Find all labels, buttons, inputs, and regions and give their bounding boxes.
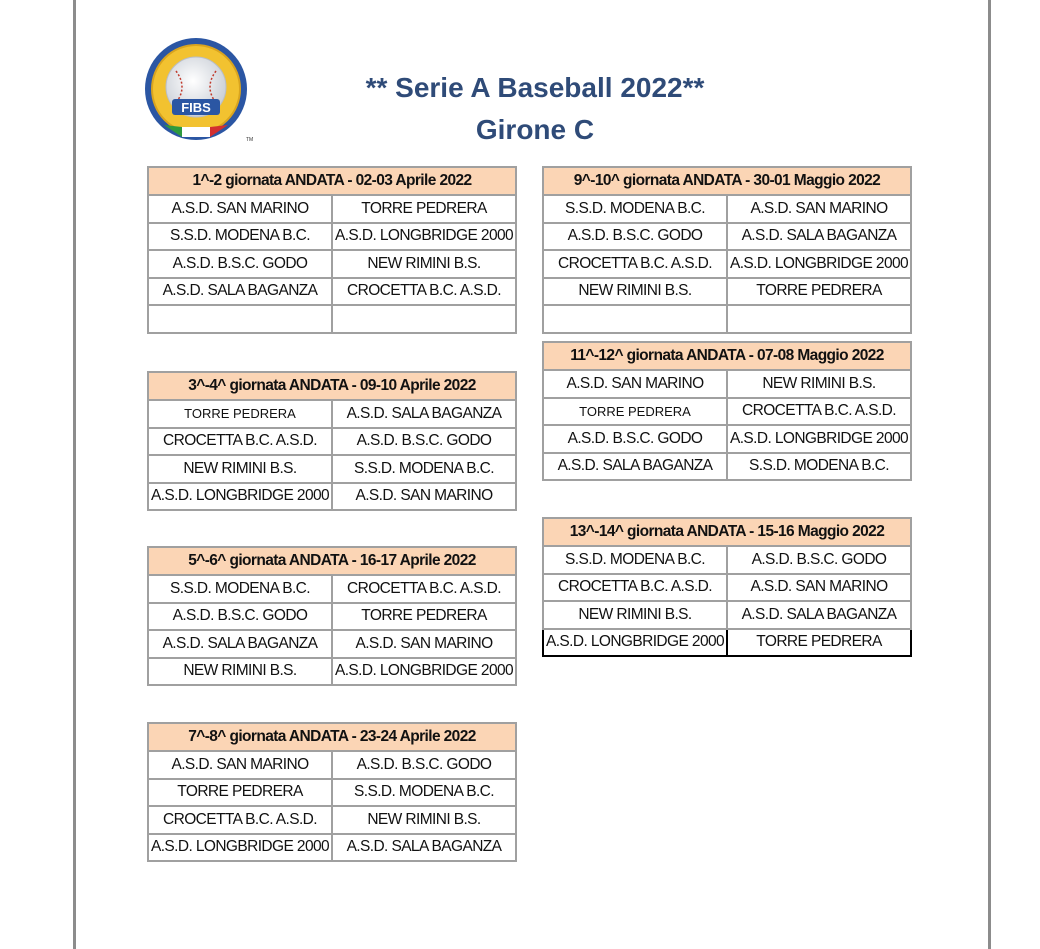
round-title: 13^-14^ giornata ANDATA - 15-16 Maggio 2022 [543, 518, 911, 546]
home-team: S.S.D. MODENA B.C. [148, 575, 332, 603]
away-team: A.S.D. SALA BAGANZA [727, 601, 911, 629]
home-team: TORRE PEDRERA [148, 400, 332, 428]
table-row [148, 751, 516, 779]
round-block-7 [542, 517, 912, 657]
home-team: A.S.D. LONGBRIDGE 2000 [148, 834, 332, 862]
table-row [543, 223, 911, 251]
away-team: A.S.D. LONGBRIDGE 2000 [332, 658, 516, 686]
away-team: A.S.D. LONGBRIDGE 2000 [727, 250, 911, 278]
away-team: S.S.D. MODENA B.C. [727, 453, 911, 481]
away-team: A.S.D. SAN MARINO [727, 195, 911, 223]
away-team: A.S.D. SAN MARINO [332, 630, 516, 658]
table-row [148, 658, 516, 686]
table-row [543, 278, 911, 306]
table-row [543, 250, 911, 278]
home-team: A.S.D. SAN MARINO [148, 195, 332, 223]
home-team: A.S.D. SALA BAGANZA [148, 630, 332, 658]
away-team: CROCETTA B.C. A.S.D. [332, 575, 516, 603]
table-row [543, 195, 911, 223]
home-team: CROCETTA B.C. A.S.D. [543, 574, 727, 602]
logo-text: FIBS [181, 100, 211, 115]
away-team: NEW RIMINI B.S. [332, 806, 516, 834]
home-team: A.S.D. SAN MARINO [148, 751, 332, 779]
away-team: TORRE PEDRERA [332, 195, 516, 223]
fibs-logo [142, 37, 254, 145]
home-team: S.S.D. MODENA B.C. [543, 546, 727, 574]
away-team: A.S.D. SAN MARINO [727, 574, 911, 602]
away-team: A.S.D. SAN MARINO [332, 483, 516, 511]
away-team [727, 305, 911, 333]
away-team: NEW RIMINI B.S. [332, 250, 516, 278]
table-row [543, 629, 911, 657]
round-title: 11^-12^ giornata ANDATA - 07-08 Maggio 2022 [543, 342, 911, 370]
home-team: TORRE PEDRERA [543, 398, 727, 426]
round-title: 5^-6^ giornata ANDATA - 16-17 Aprile 2022 [148, 547, 516, 575]
table-row [148, 223, 516, 251]
table-row [148, 779, 516, 807]
round-title: 9^-10^ giornata ANDATA - 30-01 Maggio 2022 [543, 167, 911, 195]
away-team: A.S.D. LONGBRIDGE 2000 [727, 425, 911, 453]
away-team: S.S.D. MODENA B.C. [332, 455, 516, 483]
page-subtitle: Girone C [475, 114, 595, 145]
round-title: 3^-4^ giornata ANDATA - 09-10 Aprile 2022 [148, 372, 516, 400]
logo-tm: TM [246, 137, 254, 143]
away-team: TORRE PEDRERA [332, 603, 516, 631]
home-team: TORRE PEDRERA [148, 779, 332, 807]
home-team: A.S.D. SAN MARINO [543, 370, 727, 398]
table-row [148, 603, 516, 631]
table-row [543, 425, 911, 453]
table-row [543, 546, 911, 574]
table-row [543, 574, 911, 602]
round-title: 7^-8^ giornata ANDATA - 23-24 Aprile 2022 [148, 723, 516, 751]
home-team: S.S.D. MODENA B.C. [148, 223, 332, 251]
table-row [148, 806, 516, 834]
home-team: CROCETTA B.C. A.S.D. [543, 250, 727, 278]
away-team [332, 305, 516, 333]
home-team: S.S.D. MODENA B.C. [543, 195, 727, 223]
table-row [148, 455, 516, 483]
away-team: CROCETTA B.C. A.S.D. [332, 278, 516, 306]
home-team: A.S.D. SALA BAGANZA [543, 453, 727, 481]
home-team [543, 305, 727, 333]
table-row [543, 370, 911, 398]
round-block-6 [542, 341, 912, 481]
home-team [148, 305, 332, 333]
away-team: A.S.D. SALA BAGANZA [727, 223, 911, 251]
table-row [543, 305, 911, 333]
away-team: A.S.D. B.S.C. GODO [727, 546, 911, 574]
table-row [148, 195, 516, 223]
round-title: 1^-2 giornata ANDATA - 02-03 Aprile 2022 [148, 167, 516, 195]
page-border-right [988, 0, 991, 949]
home-team: A.S.D. SALA BAGANZA [148, 278, 332, 306]
away-team: TORRE PEDRERA [727, 629, 911, 657]
away-team: A.S.D. LONGBRIDGE 2000 [332, 223, 516, 251]
round-block-2 [147, 371, 517, 511]
home-team: NEW RIMINI B.S. [148, 658, 332, 686]
home-team: CROCETTA B.C. A.S.D. [148, 428, 332, 456]
home-team: A.S.D. LONGBRIDGE 2000 [148, 483, 332, 511]
round-block-4 [147, 722, 517, 862]
table-row [148, 483, 516, 511]
home-team: NEW RIMINI B.S. [543, 601, 727, 629]
home-team: A.S.D. B.S.C. GODO [148, 603, 332, 631]
round-block-1 [147, 166, 517, 334]
table-row [148, 575, 516, 603]
home-team: A.S.D. B.S.C. GODO [148, 250, 332, 278]
table-row [148, 305, 516, 333]
home-team: CROCETTA B.C. A.S.D. [148, 806, 332, 834]
away-team: TORRE PEDRERA [727, 278, 911, 306]
away-team: A.S.D. B.S.C. GODO [332, 428, 516, 456]
away-team: A.S.D. SALA BAGANZA [332, 834, 516, 862]
table-row [543, 453, 911, 481]
home-team: A.S.D. B.S.C. GODO [543, 223, 727, 251]
home-team: A.S.D. B.S.C. GODO [543, 425, 727, 453]
table-row [543, 601, 911, 629]
page-title: ** Serie A Baseball 2022** [365, 72, 705, 103]
round-block-3 [147, 546, 517, 686]
table-row [543, 398, 911, 426]
table-row [148, 630, 516, 658]
table-row [148, 400, 516, 428]
away-team: CROCETTA B.C. A.S.D. [727, 398, 911, 426]
away-team: S.S.D. MODENA B.C. [332, 779, 516, 807]
away-team: A.S.D. SALA BAGANZA [332, 400, 516, 428]
away-team: A.S.D. B.S.C. GODO [332, 751, 516, 779]
table-row [148, 428, 516, 456]
table-row [148, 834, 516, 862]
page-border-left [73, 0, 76, 949]
table-row [148, 250, 516, 278]
home-team: NEW RIMINI B.S. [148, 455, 332, 483]
round-block-5 [542, 166, 912, 334]
table-row [148, 278, 516, 306]
home-team: NEW RIMINI B.S. [543, 278, 727, 306]
home-team: A.S.D. LONGBRIDGE 2000 [543, 629, 727, 657]
away-team: NEW RIMINI B.S. [727, 370, 911, 398]
